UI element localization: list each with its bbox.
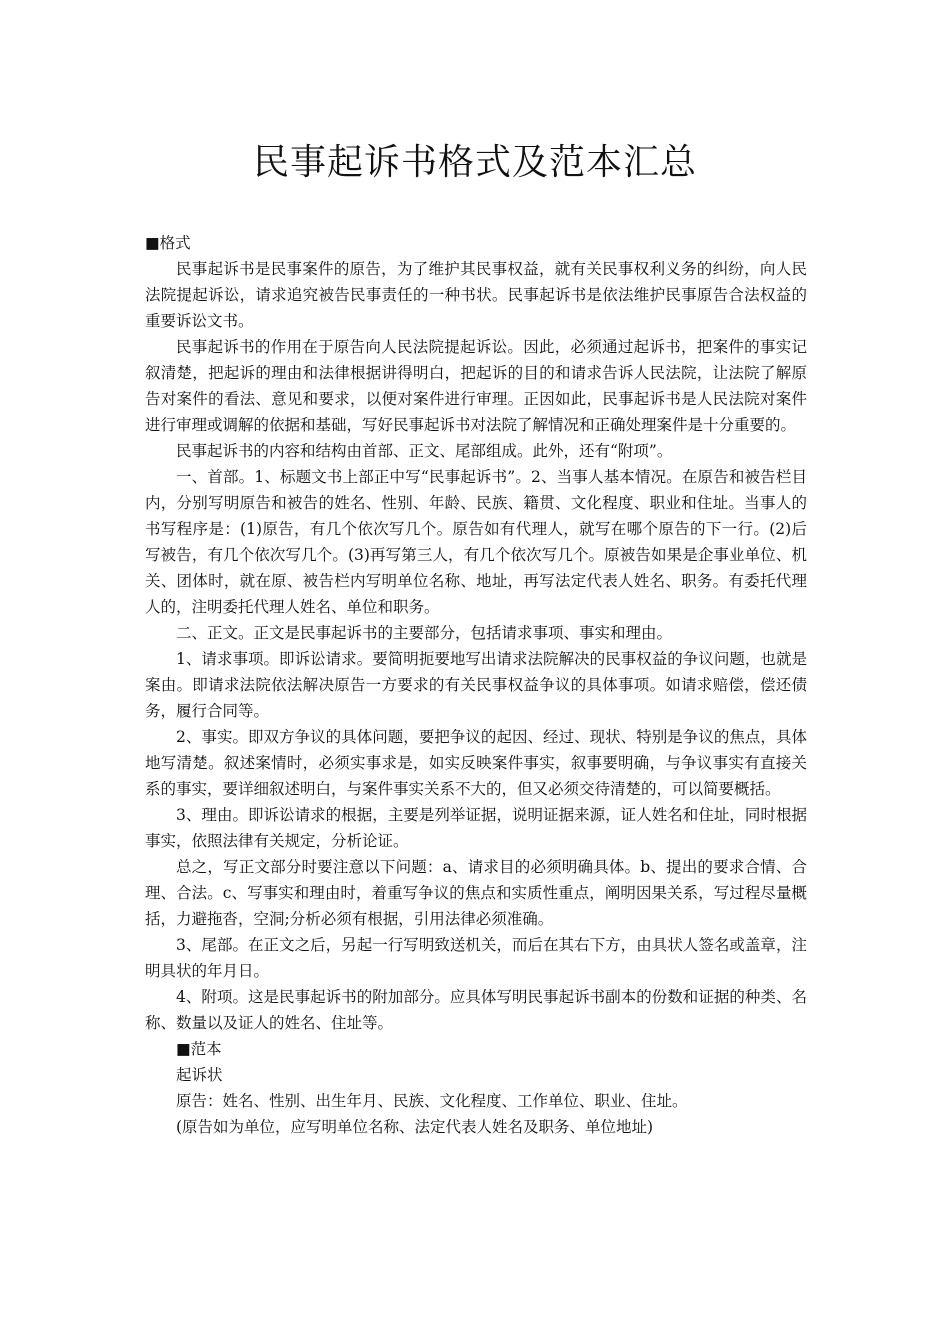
- body-paragraph: 原告：姓名、性别、出生年月、民族、文化程度、工作单位、职业、住址。: [176, 1092, 688, 1110]
- body-paragraph: 2、事实。即双方争议的具体问题，要把争议的起因、经过、现状、特别是争议的焦点，具体地写清楚。叙述案情时，必须实事求是，如实反映案件事实，叙事要明确，与争议事实有直接关系的事实，要详细叙述明白，与案件事实关系不大的，但又必须交待清楚的，可以简要概括。: [145, 728, 807, 798]
- body-paragraph: 起诉状: [176, 1066, 223, 1084]
- body-paragraph: 一、首部。1、标题文书上部正中写“民事起诉书”。2、当事人基本情况。在原告和被告栏目内，分别写明原告和被告的姓名、性别、年龄、民族、籍贯、文化程度、职业和住址。当事人的书写程序是：(1)原告，有几个依次写几个。原告如有代理人，就写在哪个原告的下一行。(2)后写被告，有几个依次写几个。(3)再写第三人，有几个依次写几个。原被告如果是企事业单位、机关、团体时，就在原、被告栏内写明单位名称、地址，再写法定代表人姓名、职务。有委托代理人的，注明委托代理人姓名、单位和职务。: [145, 468, 807, 616]
- body-paragraph: 3、尾部。在正文之后，另起一行写明致送机关，而后在其右下方，由具状人签名或盖章，注明具状的年月日。: [145, 936, 807, 980]
- body-paragraph: 民事起诉书是民事案件的原告，为了维护其民事权益，就有关民事权利义务的纠纷，向人民法院提起诉讼，请求追究被告民事责任的一种书状。民事起诉书是依法维护民事原告合法权益的重要诉讼文书。: [145, 260, 807, 330]
- body-paragraph: 4、附项。这是民事起诉书的附加部分。应具体写明民事起诉书副本的份数和证据的种类、名称、数量以及证人的姓名、住址等。: [145, 988, 807, 1032]
- body-paragraph: 二、正文。正文是民事起诉书的主要部分，包括请求事项、事实和理由。: [176, 624, 673, 642]
- body-paragraph: 总之，写正文部分时要注意以下问题：a、请求目的必须明确具体。b、提出的要求合情、合理、合法。c、写事实和理由时，着重写争议的焦点和实质性重点，阐明因果关系，写过程尽量概括，力避拖沓，空洞;分析必须有根据，引用法律必须准确。: [145, 858, 807, 928]
- document-title: 民事起诉书格式及范本汇总: [252, 142, 697, 183]
- body-paragraph: 民事起诉书的作用在于原告向人民法院提起诉讼。因此，必须通过起诉书，把案件的事实记叙清楚，把起诉的理由和法律根据讲得明白，把起诉的目的和请求告诉人民法院，让法院了解原告对案件的看法、意见和要求，以便对案件进行审理。正因如此，民事起诉书是人民法院对案件进行审理或调解的依据和基础，写好民事起诉书对法院了解情况和正确处理案件是十分重要的。: [145, 338, 807, 434]
- body-paragraph: ■范本: [176, 1040, 222, 1058]
- body-paragraph: 1、请求事项。即诉讼请求。要简明扼要地写出请求法院解决的民事权益的争议问题，也就是案由。即请求法院依法解决原告一方要求的有关民事权益争议的具体事项。如请求赔偿，偿还债务，履行合同等。: [145, 650, 807, 720]
- document-body: [145, 230, 807, 1140]
- body-paragraph: (原告如为单位，应写明单位名称、法定代表人姓名及职务、单位地址): [176, 1118, 654, 1136]
- body-paragraph: 民事起诉书的内容和结构由首部、正文、尾部组成。此外，还有“附项”。: [176, 442, 673, 460]
- body-paragraph: 3、理由。即诉讼请求的根据，主要是列举证据，说明证据来源，证人姓名和住址，同时根据事实，依照法律有关规定，分析论证。: [145, 806, 807, 850]
- body-paragraph: ■格式: [145, 234, 191, 252]
